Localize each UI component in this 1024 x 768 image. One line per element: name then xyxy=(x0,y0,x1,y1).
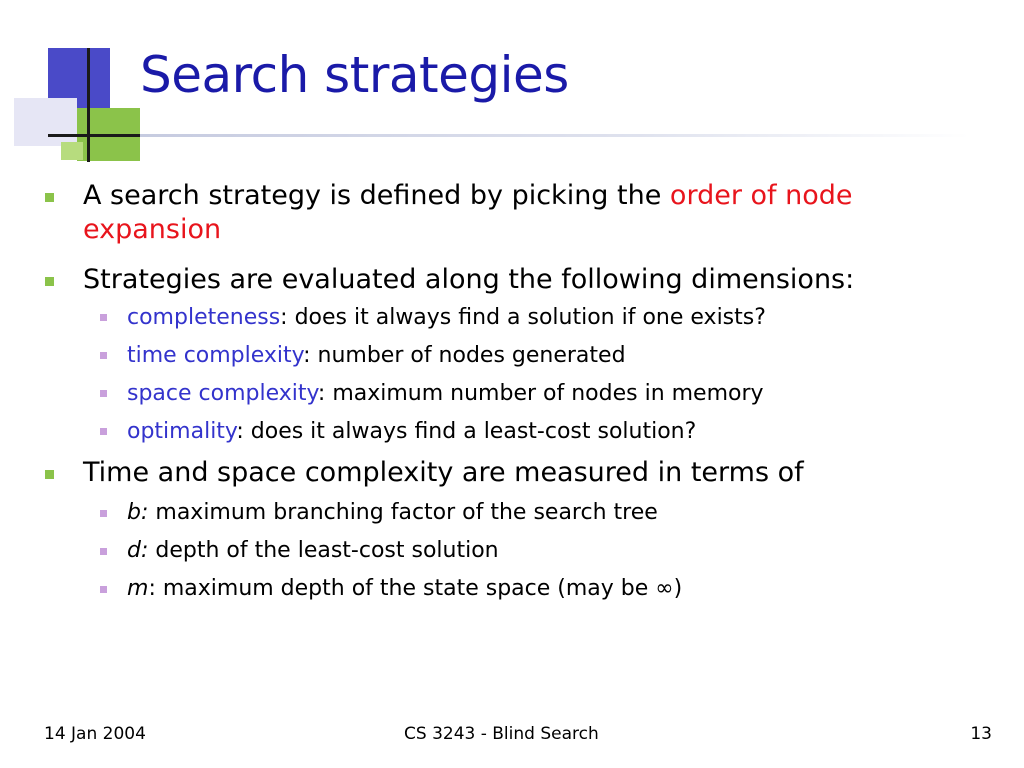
term-space-complexity: space complexity xyxy=(127,381,318,406)
bullet-1-highlight: order of node expansion xyxy=(83,180,853,245)
term-d: d: xyxy=(127,538,149,563)
footer-date: 14 Jan 2004 xyxy=(44,724,146,744)
bullet-3: Time and space complexity are measured in terms of xyxy=(83,457,804,488)
footer-course: CS 3243 - Blind Search xyxy=(404,724,599,744)
bullet-marker xyxy=(45,193,54,202)
term-optimality: optimality xyxy=(127,419,237,444)
bullet-1 xyxy=(83,179,963,247)
footer-page-number: 13 xyxy=(970,724,992,744)
sub-bullet-completeness xyxy=(127,304,987,332)
desc-d: depth of the least-cost solution xyxy=(148,538,499,563)
bullet-2: Strategies are evaluated along the following dimensions: xyxy=(83,264,855,295)
desc-b: maximum branching factor of the search tree xyxy=(148,500,658,525)
term-completeness: completeness xyxy=(127,305,281,330)
term-m: m xyxy=(127,576,149,601)
sub-bullet-d xyxy=(127,537,987,565)
sub-bullet-space-complexity xyxy=(127,380,987,408)
sub-bullet-marker xyxy=(100,352,107,359)
bullet-marker xyxy=(45,470,54,479)
sub-bullet-marker xyxy=(100,510,107,517)
bullet-marker xyxy=(45,277,54,286)
desc-optimality: : does it always find a least-cost solution? xyxy=(236,419,697,444)
sub-bullet-time-complexity xyxy=(127,342,987,370)
desc-completeness: : does it always find a solution if one exists? xyxy=(280,305,766,330)
sub-bullet-b xyxy=(127,499,987,527)
sub-bullet-marker xyxy=(100,390,107,397)
sub-bullet-marker xyxy=(100,548,107,555)
term-b: b: xyxy=(127,500,149,525)
bullet-1-text: A search strategy is defined by picking the xyxy=(83,180,670,211)
sub-bullet-optimality xyxy=(127,418,987,446)
slide-title: Search strategies xyxy=(140,46,569,104)
sub-bullet-marker xyxy=(100,428,107,435)
sub-bullet-m xyxy=(127,575,987,603)
desc-space-complexity: : maximum number of nodes in memory xyxy=(317,381,764,406)
sub-bullet-marker xyxy=(100,586,107,593)
sub-bullet-marker xyxy=(100,314,107,321)
term-time-complexity: time complexity xyxy=(127,343,304,368)
desc-m: : maximum depth of the state space (may be ∞) xyxy=(148,576,683,601)
desc-time-complexity: : number of nodes generated xyxy=(303,343,626,368)
